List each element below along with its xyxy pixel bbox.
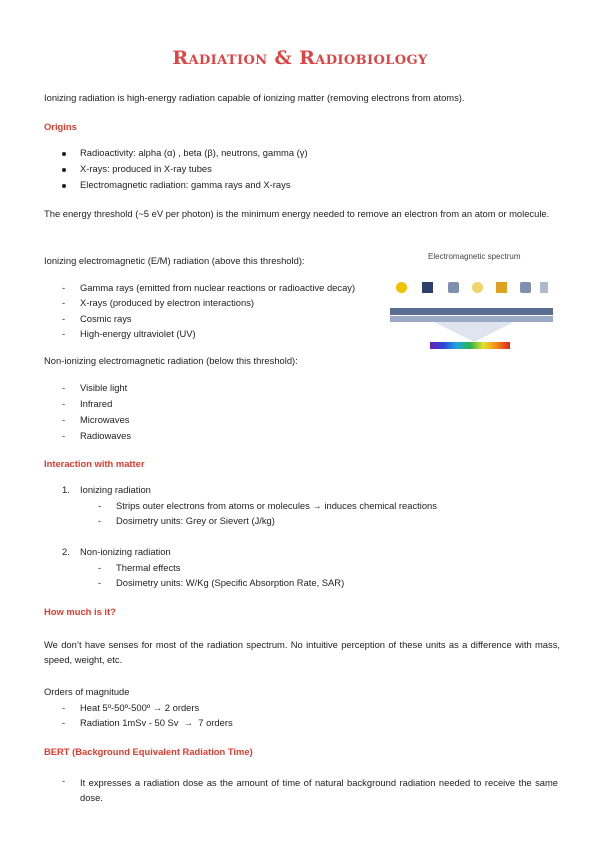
- figure-title: Electromagnetic spectrum: [428, 252, 521, 261]
- non-ionizing-item-visible: Visible light: [80, 382, 128, 393]
- non-ionizing-em-label: Non-ionizing electromagnetic radiation (below this threshold):: [44, 355, 298, 366]
- dash-icon: -: [98, 515, 102, 526]
- bert-heading: BERT (Background Equivalent Radiation Time): [44, 746, 253, 757]
- non-ionizing-item-radiowaves: Radiowaves: [80, 430, 132, 441]
- dash-icon: -: [62, 717, 66, 728]
- ionizing-item-gamma: Gamma rays (emitted from nuclear reactions or radioactive decay): [80, 282, 356, 293]
- interaction-ionizing-sub-strips: Strips outer electrons from atoms or molecules → induces chemical reactions: [116, 500, 437, 511]
- dash-icon: -: [62, 702, 66, 713]
- dash-icon: -: [98, 577, 102, 588]
- how-much-heading: How much is it?: [44, 606, 116, 617]
- visible-spectrum-bar: [430, 342, 510, 349]
- interaction-item-ionizing: Ionizing radiation: [80, 484, 151, 495]
- how-much-paragraph: We don’t have senses for most of the radiation spectrum. No intuitive perception of these units as a difference with mass, speed, weight, etc.: [44, 639, 560, 666]
- spectrum-band: [390, 308, 553, 315]
- dash-icon: -: [62, 382, 66, 393]
- origins-item-radioactivity: Radioactivity: alpha (α) , beta (β), neutrons, gamma (γ): [80, 147, 308, 158]
- threshold-paragraph: The energy threshold (~5 eV per photon) is the minimum energy needed to remove an electron from an atom or molecule.: [44, 208, 550, 219]
- dash-icon: -: [98, 562, 102, 573]
- ionizing-item-uv: High-energy ultraviolet (UV): [80, 328, 196, 339]
- dash-icon: -: [62, 414, 66, 425]
- dash-icon: -: [62, 775, 66, 786]
- page-title: Radiation & Radiobiology: [172, 47, 428, 69]
- bert-item-definition: It expresses a radiation dose as the amount of time of natural background radiation needed to receive the same dose.: [80, 777, 558, 804]
- dash-icon: -: [98, 500, 102, 511]
- orders-item-radiation: Radiation 1mSv - 50 Sv → 7 orders: [80, 717, 233, 728]
- uv-icon: [448, 282, 459, 293]
- origins-item-xrays: X-rays: produced in X-ray tubes: [80, 163, 212, 174]
- interaction-heading: Interaction with matter: [44, 458, 145, 469]
- bullet-icon: [62, 184, 66, 188]
- non-ionizing-item-microwaves: Microwaves: [80, 414, 130, 425]
- infrared-icon: [496, 282, 507, 293]
- list-number: 1.: [62, 484, 70, 495]
- orders-item-heat: Heat 5º-50º-500º → 2 orders: [80, 702, 200, 713]
- radiation-icon: [396, 282, 407, 293]
- radio-icon: [540, 282, 548, 293]
- orders-label: Orders of magnitude: [44, 686, 130, 697]
- ionizing-em-label: Ionizing electromagnetic (E/M) radiation (above this threshold):: [44, 255, 305, 266]
- microwave-icon: [520, 282, 531, 293]
- dash-icon: -: [62, 282, 66, 293]
- non-ionizing-item-infrared: Infrared: [80, 398, 113, 409]
- bullet-icon: [62, 152, 66, 156]
- interaction-non-ionizing-sub-thermal: Thermal effects: [116, 562, 181, 573]
- bullet-icon: [62, 168, 66, 172]
- origins-item-em: Electromagnetic radiation: gamma rays and X-rays: [80, 179, 291, 190]
- visible-zoom-cone: [434, 322, 514, 342]
- xray-icon: [422, 282, 433, 293]
- em-spectrum-figure: [390, 252, 555, 356]
- interaction-item-non-ionizing: Non-ionizing radiation: [80, 546, 171, 557]
- lightbulb-icon: [472, 282, 483, 293]
- dash-icon: -: [62, 313, 66, 324]
- dash-icon: -: [62, 297, 66, 308]
- dash-icon: -: [62, 328, 66, 339]
- interaction-ionizing-sub-units: Dosimetry units: Grey or Sievert (J/kg): [116, 515, 275, 526]
- list-number: 2.: [62, 546, 70, 557]
- ionizing-item-cosmic: Cosmic rays: [80, 313, 132, 324]
- origins-heading: Origins: [44, 121, 77, 132]
- ionizing-item-xrays: X-rays (produced by electron interactions): [80, 297, 255, 308]
- intro-paragraph: Ionizing radiation is high-energy radiation capable of ionizing matter (removing electrons from atoms).: [44, 92, 465, 103]
- interaction-non-ionizing-sub-units: Dosimetry units: W/Kg (Specific Absorption Rate, SAR): [116, 577, 345, 588]
- dash-icon: -: [62, 398, 66, 409]
- dash-icon: -: [62, 430, 66, 441]
